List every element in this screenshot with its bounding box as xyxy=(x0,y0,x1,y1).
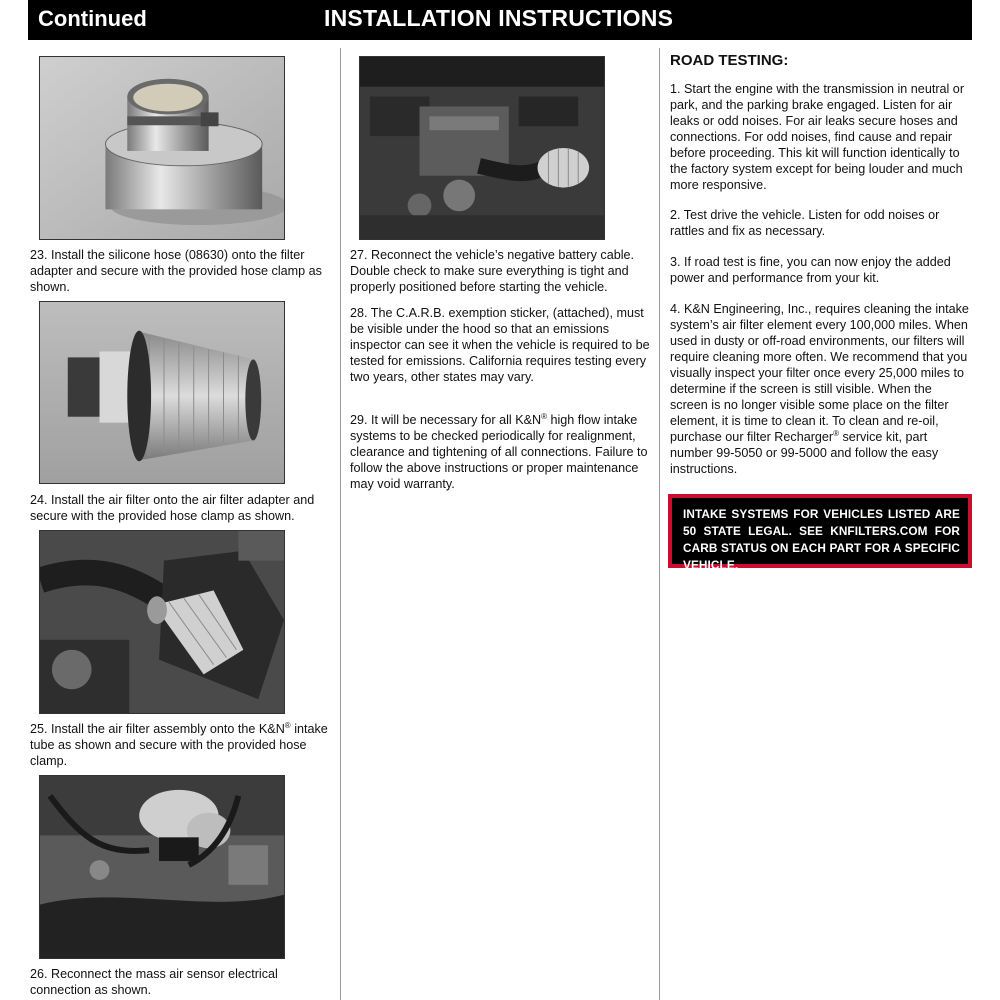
step-29-text-part1: 29. It will be necessary for all K&N xyxy=(350,413,542,427)
step-28-text: 28. The C.A.R.B. exemption sticker, (attached), must be visible under the hood so that an emissions inspector can see it when the vehicle is required to be tested for emissions. California requires testing every two years, other states may vary. xyxy=(350,306,650,384)
step-29-text-part2: high flow intake systems to be checked periodically for realignment, clearance and tightening of all connections. Failure to follow the above instructions or proper maintenance may void warranty. xyxy=(350,413,648,491)
photo-mass-air-sensor-connection xyxy=(39,775,285,959)
road-test-step-2: 2. Test drive the vehicle. Listen for odd noises or rattles and fix as necessary. xyxy=(670,208,940,238)
photo-filter-assembly-installed xyxy=(39,530,285,714)
header-bar xyxy=(28,0,972,40)
road-test-step-4 xyxy=(670,301,972,477)
registered-mark: ® xyxy=(284,720,291,730)
step-27-text: 27. Reconnect the vehicle’s negative battery cable. Double check to make sure everything is tight and properly positioned before starting the vehicle. xyxy=(350,248,635,294)
column-divider xyxy=(340,48,341,1000)
photo-air-filter-on-adapter xyxy=(39,301,285,484)
step-23-text: 23. Install the silicone hose (08630) onto the filter adapter and secure with the provided hose clamp as shown. xyxy=(30,248,322,294)
column-divider xyxy=(659,48,660,1000)
road-test-step-3: 3. If road test is fine, you can now enjoy the added power and performance from your kit. xyxy=(670,255,951,285)
road-testing-heading: ROAD TESTING: xyxy=(670,52,789,69)
page-title: INSTALLATION INSTRUCTIONS xyxy=(324,5,674,31)
road-test-step-1: 1. Start the engine with the transmission in neutral or park, and the parking brake engaged. Listen for air leaks or odd noises. For air leaks secure hoses and connections. For odd noises, find cause and repair before proceeding. This kit will function identically to the factory system except for being louder and much more responsive. xyxy=(670,82,965,192)
road-test-step-4-part2: service kit, part number 99-5050 or 99-5000 and follow the easy instructions. xyxy=(670,430,939,476)
registered-mark: ® xyxy=(541,411,547,421)
road-test-step-4-part1: 4. K&N Engineering, Inc., requires cleaning the intake system’s air filter element every 100,000 miles. When used in dusty or off-road environments, our filters will require cleaning more often. We recommend that you visually inspect your filter once every 25,000 miles to determine if the screen is still visible. When the screen is no longer visible some place on the filter element, it is time to clean it. To clean and re-oil, purchase our filter Recharger xyxy=(670,302,969,444)
carb-legal-notice xyxy=(668,494,972,572)
carb-legal-notice-text: INTAKE SYSTEMS FOR VEHICLES LISTED ARE 50 STATE LEGAL. SEE KNFILTERS.COM FOR CARB STATUS ON EACH PART FOR A SPECIFIC VEHICLE. xyxy=(672,498,968,564)
step-25-text xyxy=(30,721,334,769)
step-24-text: 24. Install the air filter onto the air filter adapter and secure with the provided hose clamp as shown. xyxy=(30,493,315,523)
step-25-text-part1: 25. Install the air filter assembly onto the K&N xyxy=(30,722,285,736)
photo-engine-bay-complete xyxy=(359,56,605,240)
photo-filter-adapter-hose xyxy=(39,56,285,240)
step-25-text-part2: intake tube as shown and secure with the provided hose clamp. xyxy=(30,722,328,768)
step-29-text xyxy=(350,412,654,492)
step-26-text: 26. Reconnect the mass air sensor electrical connection as shown. xyxy=(30,967,278,997)
header-continued: Continued xyxy=(38,6,147,31)
registered-mark: ® xyxy=(833,428,840,438)
